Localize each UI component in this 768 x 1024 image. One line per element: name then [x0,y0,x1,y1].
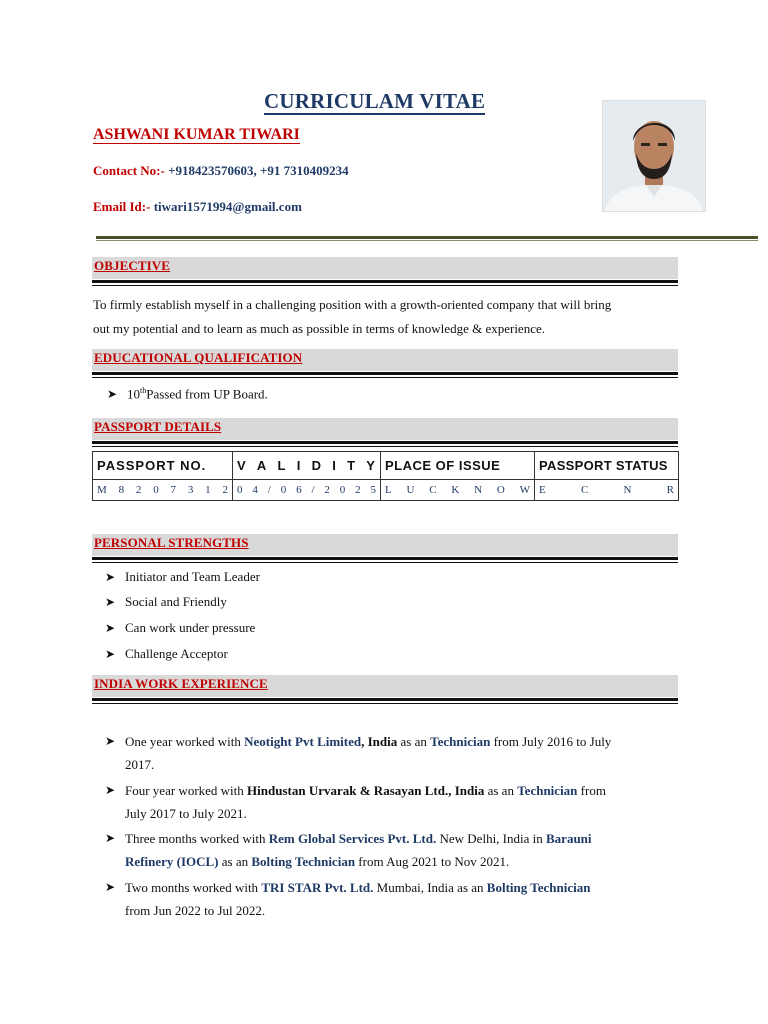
strength-item [105,566,260,588]
education-text: Passed from UP Board. [146,386,268,402]
header-divider-thin [96,240,758,241]
passport-validity-value: 0 4 / 0 6 / 2 0 2 5 [233,480,381,501]
strengths-heading: PERSONAL STRENGTHS [94,535,249,550]
contact-separator: :- [156,163,169,178]
strength-item [105,591,227,613]
work-section-header [92,675,678,697]
contact-line [93,163,349,179]
strengths-rule-thin [92,562,678,563]
company-name: TRI STAR Pvt. Ltd. [261,880,374,895]
job-title: Bolting Technician [486,880,591,895]
arrow-bullet-icon: ➤ [105,570,116,584]
strength-item [105,617,255,639]
person-photo-icon [603,101,705,211]
candidate-name: ASHWANI KUMAR TIWARI [93,126,300,143]
company-name: Neotight Pvt Limited [244,734,362,749]
job-title: Bolting Technician [251,854,356,869]
arrow-bullet-icon: ➤ [107,387,118,402]
education-rule [92,372,678,375]
arrow-bullet-icon: ➤ [105,783,116,797]
strengths-section-header [92,534,678,556]
objective-line-1: To firmly establish myself in a challenging position with a growth-oriented company that will bring [93,297,612,312]
strength-item [105,643,228,665]
objective-section-header [92,257,678,279]
passport-heading: PASSPORT DETAILS [94,419,222,434]
passport-rule [92,441,678,444]
arrow-bullet-icon: ➤ [105,621,116,635]
strength-text: Challenge Acceptor [125,646,228,661]
education-grade: 10 [127,386,140,402]
work-item: ➤ Three months worked with Rem Global Services Pvt. Ltd. New Delhi, India in Barauni Refinery (IOCL) as an Bolting Technician from Aug 2021 to Nov 2021. [105,827,685,873]
arrow-bullet-icon: ➤ [105,595,116,609]
work-item: ➤ Four year worked with Hindustan Urvarak & Rasayan Ltd., India as an Technician from July 2017 to July 2021. [105,779,685,825]
refinery-name: Barauni [546,831,592,846]
company-name: Rem Global Services Pvt. Ltd. [268,831,437,846]
passport-col-validity [233,452,381,480]
email-line [93,199,302,215]
email-value: tiwari1571994@gmail.com [153,199,302,214]
education-rule-thin [92,377,678,378]
work-item: ➤ Two months worked with TRI STAR Pvt. Ltd. Mumbai, India as an Bolting Technician from Jun 2022 to Jul 2022. [105,876,685,922]
arrow-bullet-icon: ➤ [105,831,116,845]
strength-text: Can work under pressure [125,620,256,635]
header-divider [96,236,758,239]
strength-text: Initiator and Team Leader [125,569,260,584]
objective-heading: OBJECTIVE [94,258,171,273]
company-name: Hindustan Urvarak & Rasayan Ltd., India [247,783,485,798]
passport-col-status: PASSPORT STATUS [535,452,679,480]
profile-photo [602,100,706,212]
email-separator: :- [141,199,154,214]
strength-text: Social and Friendly [125,594,227,609]
job-title: Technician [517,783,578,798]
passport-value-row [93,480,679,501]
education-item [107,380,268,405]
objective-rule [92,280,678,283]
education-grade-sup: th [140,386,147,395]
passport-table [92,451,679,501]
validity-letters: V A L I D I T Y [237,458,376,473]
education-heading: EDUCATIONAL QUALIFICATION [94,350,303,365]
strengths-rule [92,557,678,560]
job-title: Technician [430,734,491,749]
passport-status-value: E C N R [535,480,679,501]
contact-label: Contact No [93,163,157,178]
passport-place-value: L U C K N O W [381,480,535,501]
contact-value: +918423570603, +91 7310409234 [168,163,349,178]
email-label: Email Id [93,199,142,214]
work-item: ➤ One year worked with Neotight Pvt Limited, India as an Technician from July 2016 to July 2017. [105,730,685,776]
page-title: CURRICULAM VITAE [264,89,486,113]
passport-number-value: M 8 2 0 7 3 1 2 [93,480,233,501]
passport-col-number: PASSPORT NO. [93,452,233,480]
education-section-header [92,349,678,371]
objective-line-2: out my potential and to learn as much as possible in terms of knowledge & experience. [93,321,545,336]
passport-header-row [93,452,679,480]
arrow-bullet-icon: ➤ [105,880,116,894]
passport-section-header [92,418,678,440]
objective-text [93,293,693,341]
work-rule [92,698,678,701]
work-heading: INDIA WORK EXPERIENCE [94,676,268,691]
arrow-bullet-icon: ➤ [105,734,116,748]
work-rule-thin [92,703,678,704]
objective-rule-thin [92,285,678,286]
passport-rule-thin [92,446,678,447]
passport-col-place: PLACE OF ISSUE [381,452,535,480]
arrow-bullet-icon: ➤ [105,647,116,661]
